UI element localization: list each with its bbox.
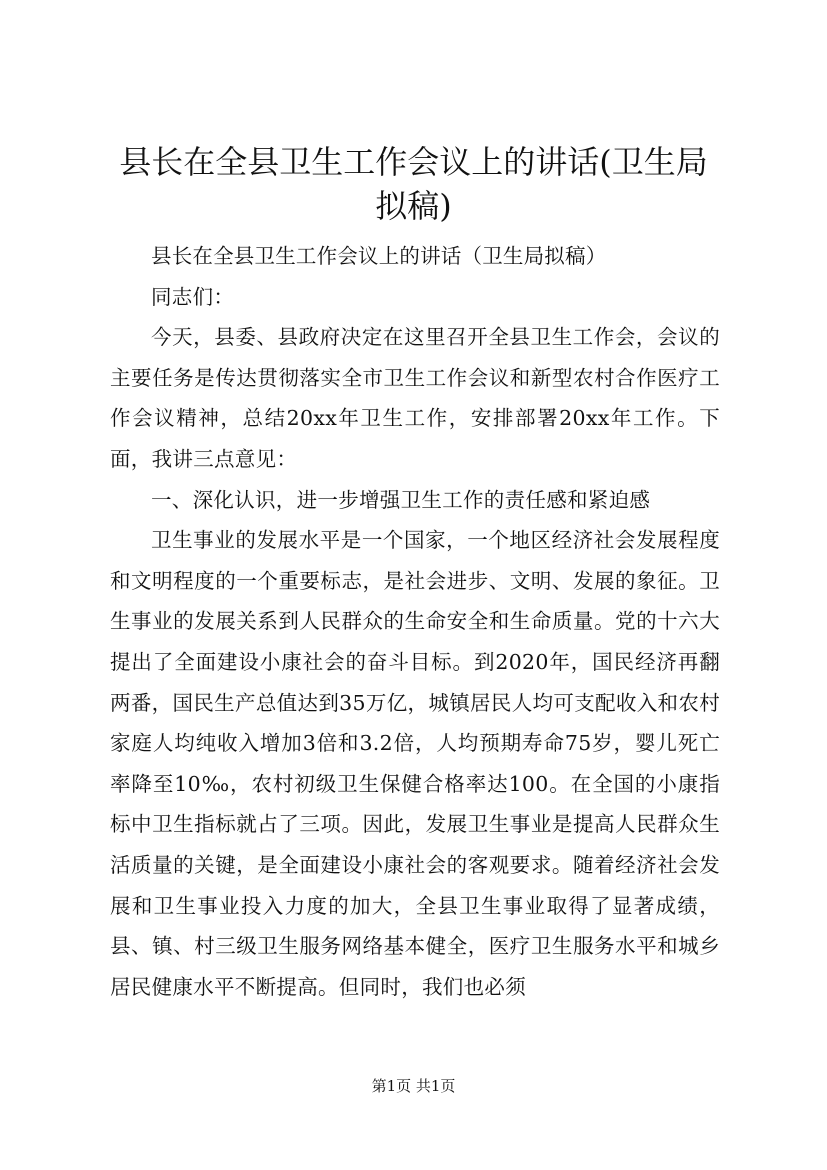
subtitle-paragraph: 县长在全县卫生工作会议上的讲话（卫生局拟稿） [151, 244, 607, 268]
section-heading-1: 一、深化认识，进一步增强卫生工作的责任感和紧迫感 [151, 487, 651, 512]
document-body [110, 236, 720, 1007]
page-footer: 第1页 共1页 [371, 1077, 456, 1095]
intro-paragraph: 今天，县委、县政府决定在这里召开全县卫生工作会，会议的主要任务是传达贯彻落实全市卫生工作会议和新型农村合作医疗工作会议精神，总结20xx年卫生工作，安排部署20xx年工作。下面，我讲三点意见： [110, 325, 720, 471]
body-paragraph: 卫生事业的发展水平是一个国家，一个地区经济社会发展程度和文明程度的一个重要标志，是社会进步、文明、发展的象征。卫生事业的发展关系到人民群众的生命安全和生命质量。党的十六大提出了全面建设小康社会的奋斗目标。到2020年，国民经济再翻两番，国民生产总值达到35万亿，城镇居民人均可支配收入和农村家庭人均纯收入增加3倍和3.2倍，人均预期寿命75岁，婴儿死亡率降至10‰，农村初级卫生保健合格率达100。在全国的小康指标中卫生指标就占了三项。因此，发展卫生事业是提高人民群众生活质量的关键，是全面建设小康社会的客观要求。随着经济社会发展和卫生事业投入力度的加大，全县卫生事业取得了显著成绩，县、镇、村三级卫生服务网络基本健全，医疗卫生服务水平和城乡居民健康水平不断提高。但同时，我们也必须 [110, 528, 720, 999]
document-title: 县长在全县卫生工作会议上的讲话(卫生局拟稿) [119, 143, 708, 225]
salutation-paragraph: 同志们： [151, 284, 235, 309]
